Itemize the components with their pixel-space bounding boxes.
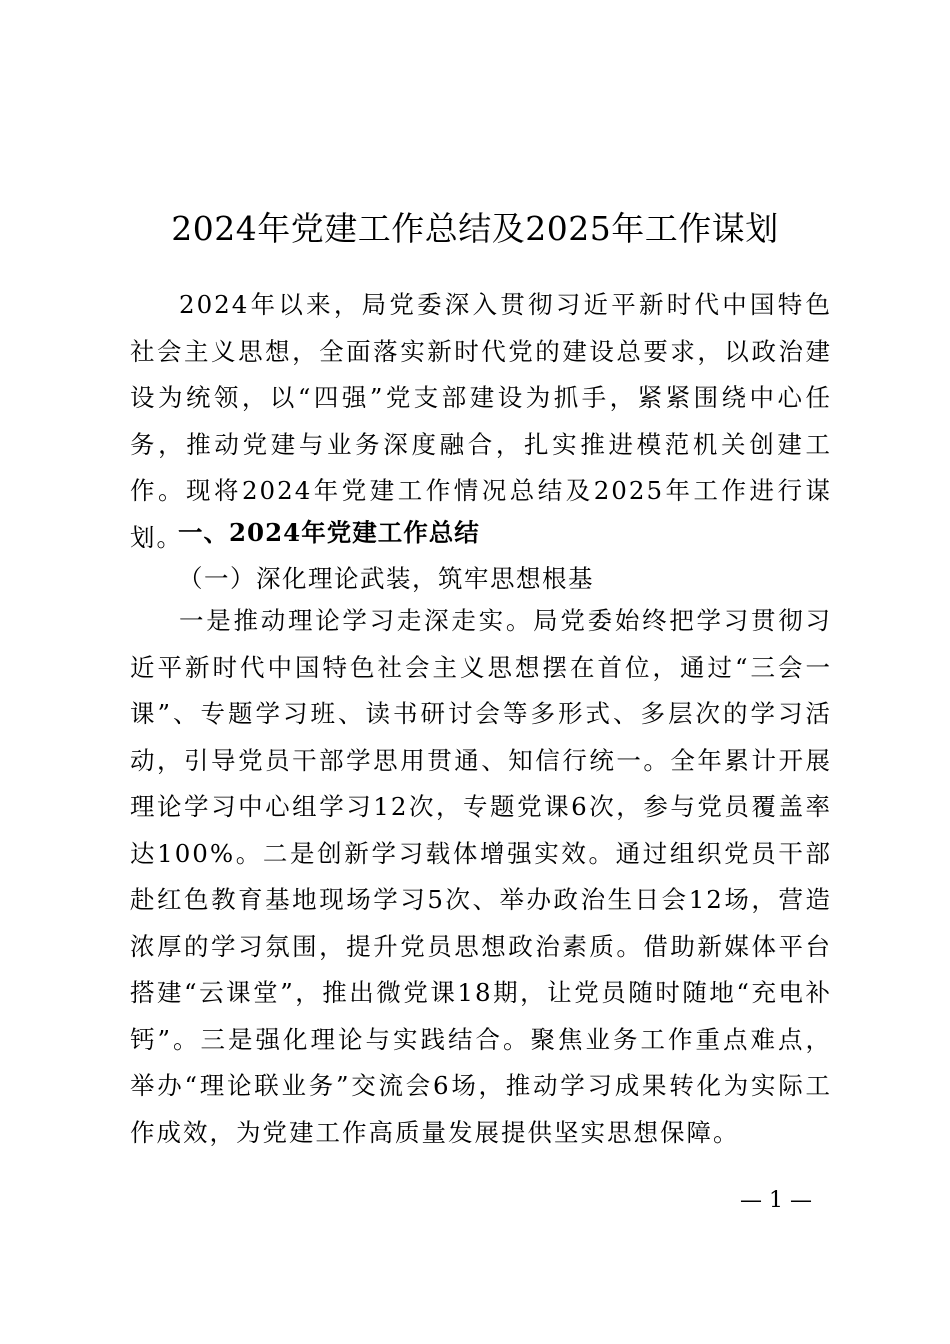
subsection-paragraph: 一是推动理论学习走深走实。局党委始终把学习贯彻习近平新时代中国特色社会主义思想摆在首位，通过“三会一课”、专题学习班、读书研讨会等多形式、多层次的学习活动，引导党员干部学思用贯通、知信行统一。全年累计开展理论学习中心组学习12次，专题党课6次，参与党员覆盖率达100%。二是创新学习载体增强实效。通过组织党员干部赴红色教育基地现场学习5次、举办政治生日会12场，营造浓厚的学习氛围，提升党员思想政治素质。借助新媒体平台搭建“云课堂”，推出微党课18期，让党员随时随地“充电补钙”。三是强化理论与实践结合。聚焦业务工作重点难点，举办“理论联业务”交流会6场，推动学习成果转化为实际工作成效，为党建工作高质量发展提供坚实思想保障。 [130, 606, 832, 1147]
subsection-heading: （一）深化理论武装，筑牢思想根基 [178, 564, 594, 593]
intro-paragraph: 2024年以来，局党委深入贯彻习近平新时代中国特色社会主义思想，全面落实新时代党的建设总要求，以政治建设为统领，以“四强”党支部建设为抓手，紧紧围绕中心任务，推动党建与业务深度融合，扎实推进模范机关创建工作。现将2024年党建工作情况总结及2025年工作进行谋划。 [130, 290, 832, 552]
section-heading: 一、2024年党建工作总结 [178, 518, 480, 547]
page-number: — 1 — [740, 1188, 812, 1213]
document-title: 2024年党建工作总结及2025年工作谋划 [171, 209, 779, 248]
